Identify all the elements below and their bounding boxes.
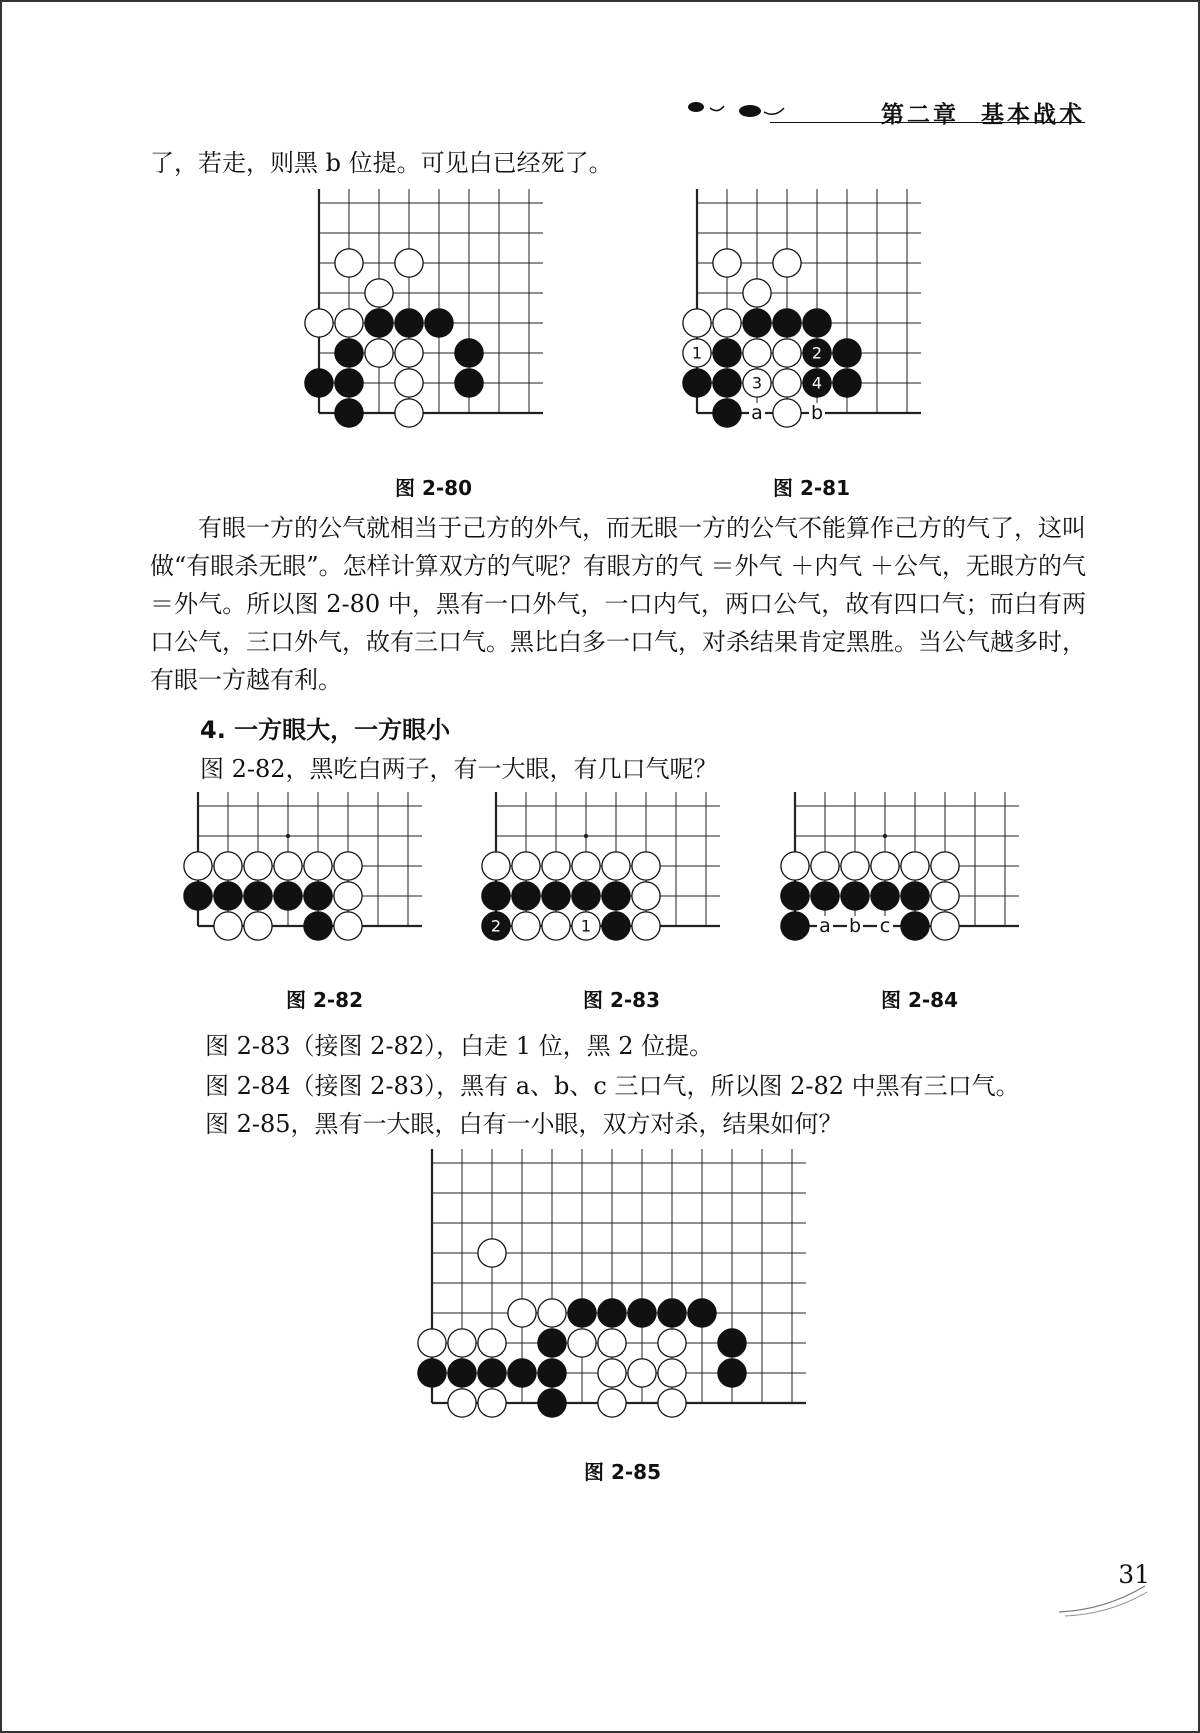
white-stone <box>743 279 771 307</box>
stone-number-label: 1 <box>580 916 592 936</box>
black-stone <box>335 369 363 397</box>
black-stone <box>781 912 809 940</box>
black-stone <box>304 912 332 940</box>
white-stone <box>542 852 570 880</box>
black-stone <box>274 882 302 910</box>
white-stone <box>478 1389 506 1417</box>
white-stone <box>931 912 959 940</box>
white-stone <box>244 912 272 940</box>
black-stone <box>773 309 801 337</box>
header-decoration-icon <box>680 98 790 122</box>
white-stone <box>334 852 362 880</box>
black-stone <box>901 912 929 940</box>
white-stone <box>811 852 839 880</box>
point-label: a <box>751 402 763 424</box>
paragraph-2: 有眼一方的公气就相当于己方的外气，而无眼一方的公气不能算作己方的气了，这叫做“有眼杀无眼”。怎样计算双方的气呢？有眼方的气 ＝外气 ＋内气 ＋公气，无眼方的气 ＝外气。所以图 2-80 中，黑有一口外气，一口内气，两口公气，故有四口气；而白有两口公气，三口外气，故有三口气。黑比白多一口气，对杀结果肯定黑胜。当公气越多时，有眼一方越有利。 <box>150 514 1086 694</box>
white-stone <box>395 369 423 397</box>
header-chapter: 第二章 <box>880 101 959 128</box>
board-fig-2-81 <box>693 199 933 439</box>
board-fig-2-85 <box>420 1155 820 1435</box>
black-stone <box>602 912 630 940</box>
white-stone <box>538 1299 566 1327</box>
black-stone <box>455 369 483 397</box>
white-stone <box>598 1329 626 1357</box>
white-stone <box>512 852 540 880</box>
black-stone <box>568 1299 596 1327</box>
white-stone <box>658 1359 686 1387</box>
white-stone <box>214 912 242 940</box>
black-stone <box>542 882 570 910</box>
white-stone <box>478 1239 506 1267</box>
point-label: c <box>879 915 891 937</box>
black-stone <box>512 882 540 910</box>
black-stone <box>871 882 899 910</box>
point-label: b <box>810 402 824 424</box>
caption-fig-2-80: 图 2-80 <box>395 476 473 500</box>
black-stone <box>425 309 453 337</box>
paragraph-6: 图 2-85，黑有一大眼，白有一小眼，双方对杀，结果如何？ <box>205 1110 843 1138</box>
white-stone <box>773 249 801 277</box>
black-stone <box>833 339 861 367</box>
black-stone <box>598 1299 626 1327</box>
white-stone <box>305 309 333 337</box>
black-stone <box>718 1359 746 1387</box>
black-stone <box>478 1359 506 1387</box>
white-stone <box>871 852 899 880</box>
caption-fig-2-83: 图 2-83 <box>583 988 661 1012</box>
black-stone <box>658 1299 686 1327</box>
white-stone <box>773 399 801 427</box>
white-stone <box>482 852 510 880</box>
white-stone <box>658 1389 686 1417</box>
white-stone <box>632 852 660 880</box>
black-stone <box>365 309 393 337</box>
black-stone <box>718 1329 746 1357</box>
white-stone <box>931 882 959 910</box>
black-stone <box>244 882 272 910</box>
white-stone <box>713 249 741 277</box>
paragraph-1: 了，若走，则黑 b 位提。可见白已经死了。 <box>150 149 613 177</box>
white-stone <box>395 399 423 427</box>
black-stone <box>538 1329 566 1357</box>
black-stone <box>841 882 869 910</box>
white-stone <box>304 852 332 880</box>
white-stone <box>628 1359 656 1387</box>
star-point <box>584 834 588 838</box>
black-stone <box>781 882 809 910</box>
white-stone <box>335 249 363 277</box>
black-stone <box>628 1299 656 1327</box>
black-stone <box>335 399 363 427</box>
caption-fig-2-81: 图 2-81 <box>773 476 851 500</box>
paragraph-5: 图 2-84（接图 2-83），黑有 a、b、c 三口气，所以图 2-82 中黑有三口气。 <box>205 1072 1020 1100</box>
stone-number-label: 1 <box>691 343 703 363</box>
paragraph-4: 图 2-83（接图 2-82），白走 1 位，黑 2 位提。 <box>205 1032 714 1060</box>
black-stone <box>683 369 711 397</box>
black-stone <box>184 882 212 910</box>
white-stone <box>214 852 242 880</box>
black-stone <box>214 882 242 910</box>
caption-fig-2-85: 图 2-85 <box>584 1460 662 1484</box>
white-stone <box>683 309 711 337</box>
star-point <box>883 834 887 838</box>
white-stone <box>542 912 570 940</box>
white-stone <box>395 339 423 367</box>
white-stone <box>931 852 959 880</box>
caption-fig-2-82: 图 2-82 <box>286 988 364 1012</box>
board-fig-2-84 <box>790 801 1040 971</box>
black-stone <box>448 1359 476 1387</box>
black-stone <box>833 369 861 397</box>
black-stone <box>538 1389 566 1417</box>
black-stone <box>538 1359 566 1387</box>
page-number: 31 <box>1118 1560 1150 1589</box>
white-stone <box>901 852 929 880</box>
stone-number-label: 2 <box>490 916 502 936</box>
black-stone <box>743 309 771 337</box>
running-header <box>881 96 1085 129</box>
black-stone <box>482 882 510 910</box>
white-stone <box>568 1329 596 1357</box>
white-stone <box>602 852 630 880</box>
black-stone <box>335 339 363 367</box>
black-stone <box>304 882 332 910</box>
stone-number-label: 3 <box>751 373 763 393</box>
white-stone <box>478 1329 506 1357</box>
header-rule <box>770 122 1085 123</box>
white-stone <box>334 912 362 940</box>
white-stone <box>418 1329 446 1357</box>
white-stone <box>743 339 771 367</box>
black-stone <box>602 882 630 910</box>
caption-fig-2-84: 图 2-84 <box>881 988 959 1012</box>
white-stone <box>598 1389 626 1417</box>
section-heading-4: 4. 一方眼大，一方眼小 <box>200 716 451 744</box>
white-stone <box>773 369 801 397</box>
white-stone <box>365 279 393 307</box>
white-stone <box>395 249 423 277</box>
point-label: b <box>848 915 862 937</box>
white-stone <box>508 1299 536 1327</box>
white-stone <box>274 852 302 880</box>
white-stone <box>572 852 600 880</box>
board-fig-2-80 <box>315 199 555 439</box>
white-stone <box>841 852 869 880</box>
black-stone <box>418 1359 446 1387</box>
black-stone <box>713 399 741 427</box>
point-label: a <box>819 915 831 937</box>
star-point <box>286 834 290 838</box>
black-stone <box>803 309 831 337</box>
black-stone <box>455 339 483 367</box>
white-stone <box>334 882 362 910</box>
black-stone <box>395 309 423 337</box>
white-stone <box>448 1389 476 1417</box>
board-fig-2-82 <box>193 801 443 971</box>
white-stone <box>632 912 660 940</box>
white-stone <box>512 912 540 940</box>
white-stone <box>365 339 393 367</box>
white-stone <box>658 1329 686 1357</box>
black-stone <box>811 882 839 910</box>
white-stone <box>244 852 272 880</box>
board-fig-2-83 <box>491 801 741 971</box>
header-title: 基本战术 <box>981 101 1085 128</box>
white-stone <box>773 339 801 367</box>
black-stone <box>572 882 600 910</box>
white-stone <box>632 882 660 910</box>
stone-number-label: 2 <box>811 343 823 363</box>
white-stone <box>598 1359 626 1387</box>
black-stone <box>713 369 741 397</box>
white-stone <box>335 309 363 337</box>
black-stone <box>688 1299 716 1327</box>
white-stone <box>781 852 809 880</box>
black-stone <box>508 1359 536 1387</box>
page-corner-flourish-icon <box>1055 1580 1155 1620</box>
paragraph-3: 图 2-82，黑吃白两子，有一大眼，有几口气呢？ <box>200 755 718 783</box>
white-stone <box>448 1329 476 1357</box>
stone-number-label: 4 <box>811 373 823 393</box>
white-stone <box>713 309 741 337</box>
black-stone <box>305 369 333 397</box>
black-stone <box>901 882 929 910</box>
white-stone <box>184 852 212 880</box>
black-stone <box>713 339 741 367</box>
